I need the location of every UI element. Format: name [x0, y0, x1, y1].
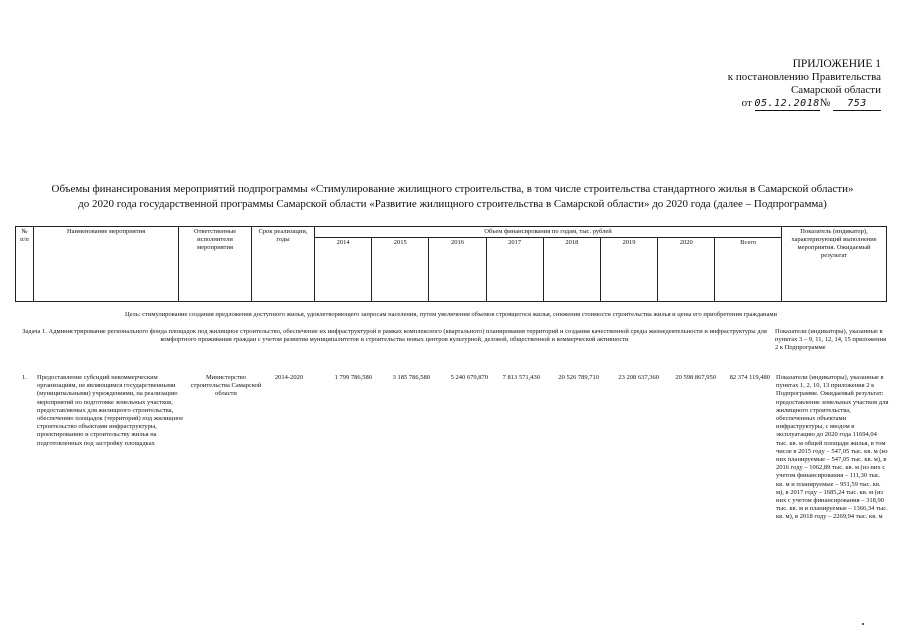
- appendix-title: ПРИЛОЖЕНИЕ 1: [792, 58, 881, 70]
- header-table: [15, 226, 887, 302]
- row-number: 1.: [22, 374, 27, 381]
- row-term: 2014-2020: [274, 374, 304, 381]
- handwritten-number: 753: [833, 97, 881, 111]
- year-header-2019: 2019: [600, 238, 657, 302]
- col-name-header: Наименование мероприятия: [34, 227, 179, 302]
- row-responsible: Министерство строительства Самарской области: [190, 374, 262, 398]
- scan-speck: [862, 623, 864, 625]
- row-name: Предоставление субсидий некоммерческим организациям, не являющимся государственными (муниципальными) учреждениями, на реализацию мероприятий по подготовке земельных участков, предоставляемых для жилищного строительства, обеспечению площадок (территорий) под жилищное строительство объектами инфраструктуры, проектированию и строительству жилья на подготовленных под застройку площадках: [37, 374, 184, 447]
- number-label: №: [819, 97, 831, 109]
- handwritten-date: 05.12.2018: [754, 98, 820, 109]
- appendix-block: [728, 58, 881, 111]
- goal-text: Цель: стимулирование создания предложения доступного жилья, удовлетворяющего запросам населения, путем увеличения объемов строящегося жилья, снижения стоимости строительства жилья и цены его приобретения гражданами: [124, 311, 778, 318]
- document-title: [0, 182, 905, 212]
- task-text: Задача 1. Администрирование регионального фонда площадок под жилищное строительство, обеспечение их инфраструктурой в рамках комплексного (квартального) планирования территорий и создания качественной среды жизнедеятельности и инфраструктуры для комфортного проживания граждан с учетом развития муниципалитетов и строительства новых центров культурной, деловой, общественной и коммерческой активности: [22, 328, 767, 343]
- col-term-header: Срок реализации, годы: [252, 227, 315, 302]
- row-value-2014: 1 799 786,580: [334, 374, 372, 381]
- title-line1: Объемы финансирования мероприятий подпрограммы «Стимулирование жилищного строительства, в том числе строительства стандартного жилья в Самарской области»: [51, 183, 854, 195]
- col-responsible-header: Ответственные исполнители мероприятия: [179, 227, 252, 302]
- col-financing-header: Объем финансирования по годам, тыс. рублей: [315, 227, 782, 238]
- appendix-line2: Самарской области: [790, 84, 881, 96]
- row-value-2017: 7 813 571,430: [502, 374, 540, 381]
- year-header-2015: 2015: [372, 238, 429, 302]
- col-num-header: № п/п: [16, 227, 34, 302]
- year-header-2016: 2016: [429, 238, 486, 302]
- year-header-2020: 2020: [658, 238, 715, 302]
- row-value-2019: 23 208 637,360: [618, 374, 659, 381]
- appendix-date-line: [728, 97, 881, 111]
- row-value-2016: 5 240 679,870: [450, 374, 488, 381]
- title-line2: до 2020 года государственной программы Самарской области «Развитие жилищного строительства в Самарской области» до 2020 года (далее – Подпрограмма): [78, 198, 827, 210]
- year-header-2018: 2018: [543, 238, 600, 302]
- date-prefix: от: [741, 97, 752, 109]
- row-indicator: Показатели (индикаторы), указанные в пунктах 1, 2, 10, 13 приложения 2 к Подпрограмме. Ожидаемый результат: предоставление земельных участков для жилищного строительства, обеспеченных объектами инфраструктуры, с вводом в эксплуатацию до 2020 года 11694,04 тыс. кв. м общей площади жилья, в том числе в 2015 году – 547,05 тыс. кв. м (из них планируемые – 547,05 тыс. кв. м), в 2016 году – 1062,89 тыс. кв. м (из них с учетом финансирования – 111,30 тыс. кв. м и планируемые – 951,59 тыс. кв. м), в 2017 году – 1685,24 тыс. кв. м (из них с учетом финансирования – 318,90 тыс. кв. м и планируемые – 1366,34 тыс. кв. м), в 2018 году – 2269,94 тыс. кв. м: [776, 374, 889, 521]
- col-indicator-header: Показатель (индикатор), характеризующий выполнение мероприятия. Ожидаемый результат: [782, 227, 887, 302]
- year-header-total: Всего: [715, 238, 782, 302]
- row-value-total: 82 374 119,480: [729, 374, 770, 381]
- row-value-2015: 3 185 786,580: [392, 374, 430, 381]
- task-indicators: Показатели (индикаторы), указанные в пунктах 3 – 9, 11, 12, 14, 15 приложения 2 к Подпрограмме: [775, 328, 887, 351]
- appendix-line1: к постановлению Правительства: [727, 71, 881, 83]
- row-value-2018: 20 526 789,710: [558, 374, 599, 381]
- year-header-2014: 2014: [315, 238, 372, 302]
- year-header-2017: 2017: [486, 238, 543, 302]
- row-value-2020: 20 598 867,950: [675, 374, 716, 381]
